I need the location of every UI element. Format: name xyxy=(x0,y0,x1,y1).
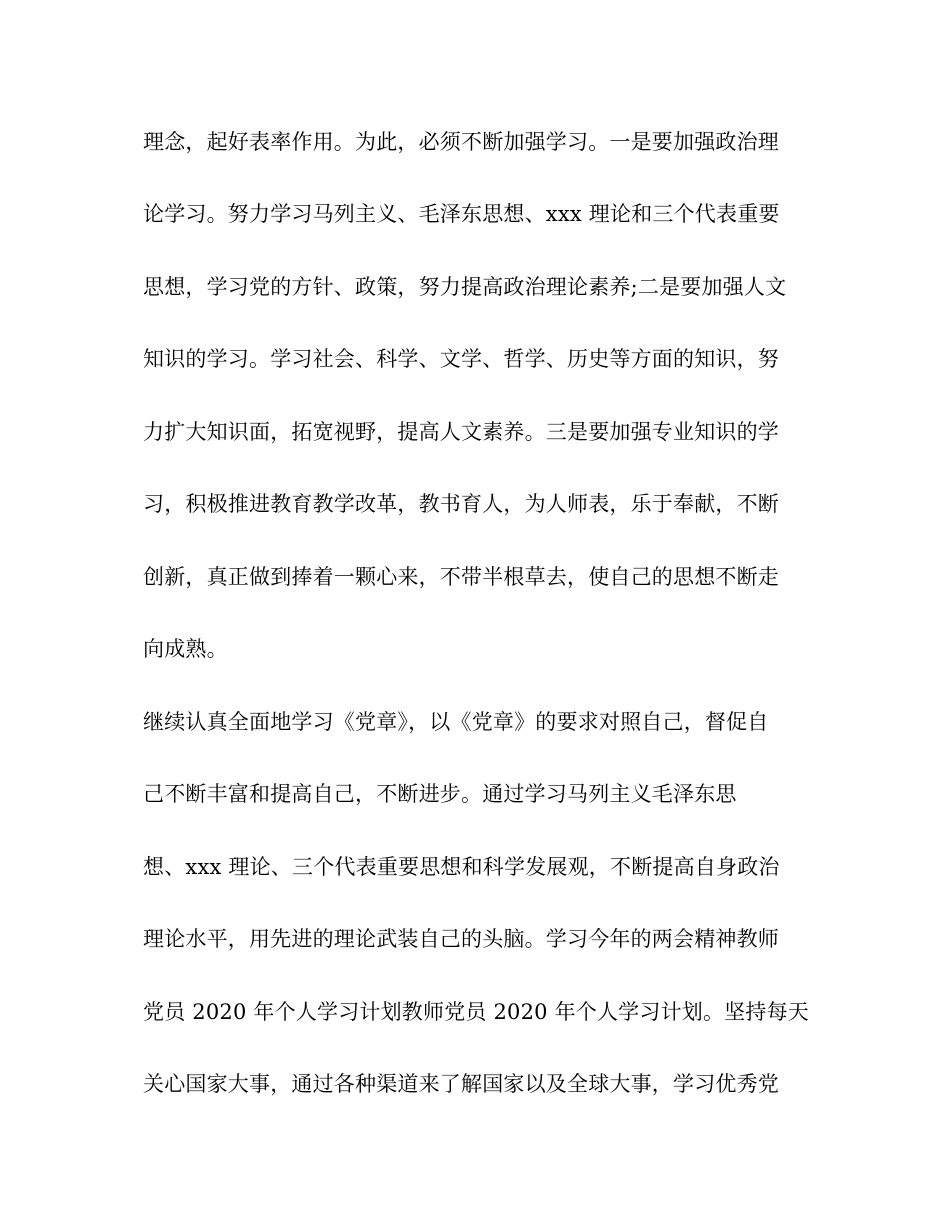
text-line: 继续认真全面地学习《党章》，以《党章》的要求对照自己，督促自 xyxy=(143,710,769,734)
text-line: 创新，真正做到捧着一颗心来，不带半根草去，使自己的思想不断走 xyxy=(143,565,779,589)
text-line: 关心国家大事，通过各种渠道来了解国家以及全球大事，学习优秀党 xyxy=(143,1072,779,1096)
text-line: 党员 2020 年个人学习计划教师党员 2020 年个人学习计划。坚持每天 xyxy=(143,1000,809,1024)
text-line: 向成熟。 xyxy=(143,637,228,661)
text-line: 力扩大知识面，拓宽视野，提高人文素养。三是要加强专业知识的学 xyxy=(143,420,779,444)
text-line: 己不断丰富和提高自己，不断进步。通过学习马列主义毛泽东思 xyxy=(143,782,737,806)
text-line: 想、xxx 理论、三个代表重要思想和科学发展观，不断提高自身政治 xyxy=(143,855,780,879)
text-line: 知识的学习。学习社会、科学、文学、哲学、历史等方面的知识，努 xyxy=(143,347,779,371)
text-line: 习，积极推进教育教学改革，教书育人，为人师表，乐于奉献，不断 xyxy=(143,492,779,516)
text-line: 论学习。努力学习马列主义、毛泽东思想、xxx 理论和三个代表重要 xyxy=(143,202,780,226)
text-line: 思想，学习党的方针、政策，努力提高政治理论素养;二是要加强人文 xyxy=(143,275,787,299)
text-line: 理念，起好表率作用。为此，必须不断加强学习。一是要加强政治理 xyxy=(143,130,779,154)
text-line: 理论水平，用先进的理论武装自己的头脑。学习今年的两会精神教师 xyxy=(143,927,779,951)
